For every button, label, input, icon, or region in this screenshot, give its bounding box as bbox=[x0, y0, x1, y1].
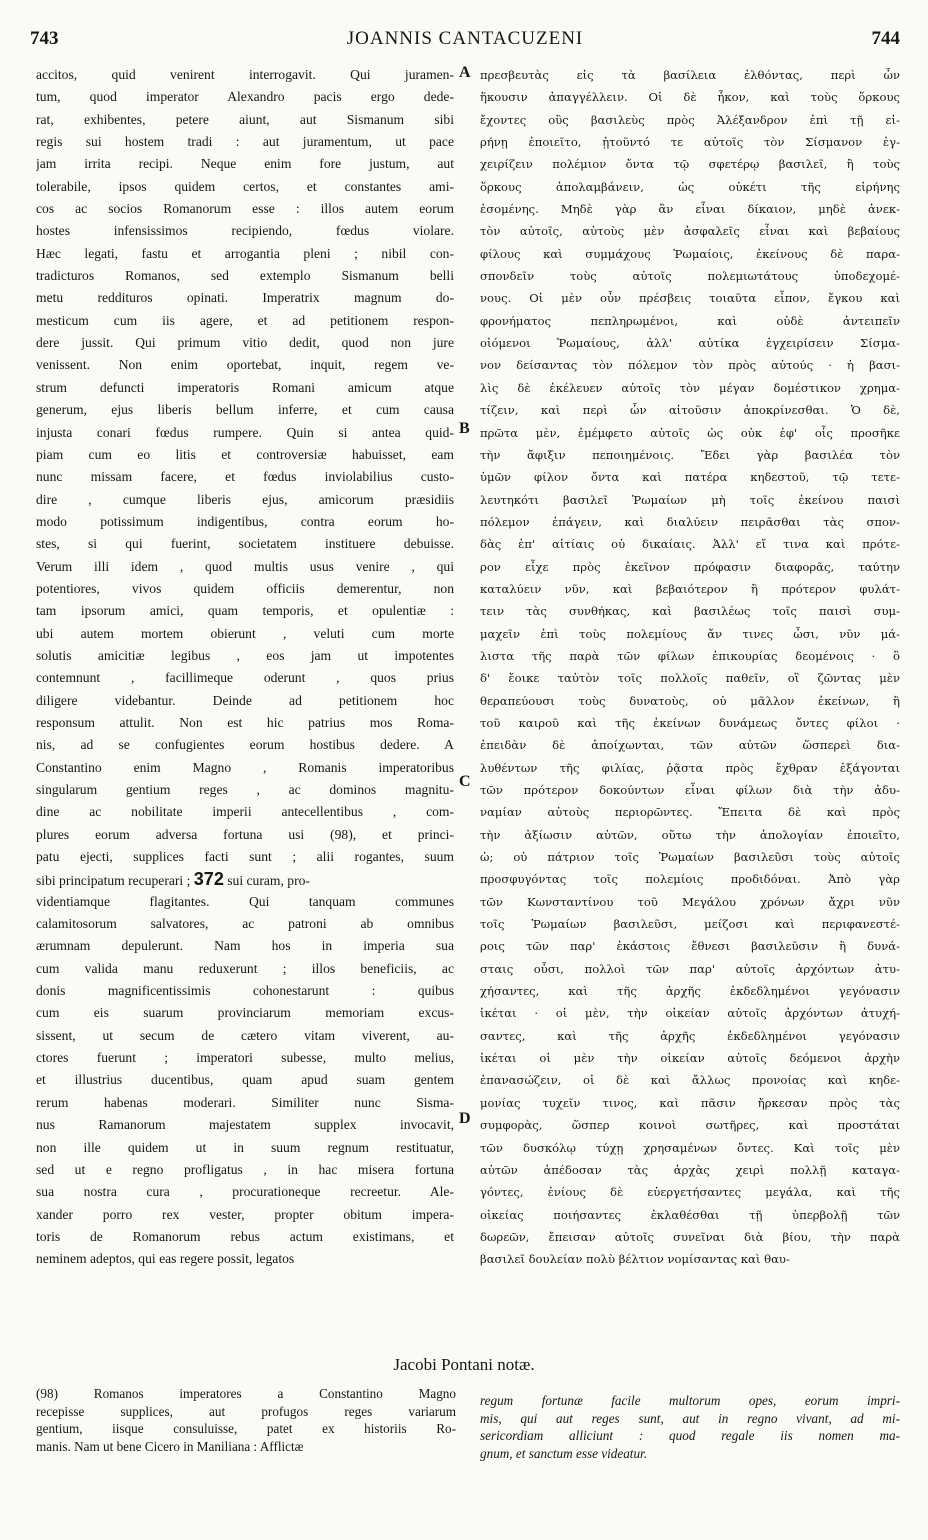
text-line: nus Ramanorum majestatem supplex invocavit, bbox=[36, 1117, 454, 1133]
text-line: ὑμῶν φίλον ὄντα καὶ πατέρα κηδεστοῦ, τῷ τετε- bbox=[480, 470, 900, 485]
text-line: videntiamque flagitantes. Qui tanquam communes bbox=[36, 893, 454, 909]
text-line: ærumnam depulerunt. Nam hos in imperia sua bbox=[36, 938, 454, 954]
text-line: manis. Nam ut bene Cicero in Maniliana : Afflictæ bbox=[36, 1438, 304, 1454]
text-line: σπονδεῖν τοὺς αὐτοῖς πολεμιωτάτους ὑποδεχομέ- bbox=[480, 269, 900, 284]
text-line: φίλους καὶ συμμάχους Ῥωμαίοις, ἐκείνους δὲ παρα- bbox=[480, 246, 900, 261]
text-line: λευτηκότι βασιλεῖ Ῥωμαίων μὴ τοῖς ἐκείνου παισὶ bbox=[480, 492, 900, 507]
text-line: nunc missam facere, et fœdus inviolabilius custo- bbox=[36, 469, 454, 485]
text-line: νον δείσαντας τὸν πόλεμον τὸν πρὸς αὐτούς · ἡ βασι- bbox=[480, 358, 900, 373]
text-line-part: sui curam, pro- bbox=[223, 873, 310, 889]
running-title: JOANNIS CANTACUZENI bbox=[346, 28, 584, 49]
text-line: ἱκέται οἱ μὲν τὴν οἰκείαν αὐτοῖς δεόμενοι ἀρχὴν bbox=[480, 1051, 900, 1066]
text-line bbox=[36, 868, 454, 890]
margin-marker-c: C bbox=[459, 773, 471, 790]
page-number-left: 743 bbox=[30, 28, 59, 49]
text-line: δωρεῶν, ἔπεισαν αὐτοῖς συνεῖναι διὰ βίου, τὴν παρὰ bbox=[480, 1229, 900, 1244]
text-line: λυθέντων τῆς φιλίας, ῥᾷστα πρὸς ἔχθραν ἐξάγονται bbox=[480, 760, 900, 775]
text-line: piam cum eo litis et controversiæ habuisset, eam bbox=[36, 446, 454, 462]
text-line: nis, ad se confugientes eorum hostibus dedere. A bbox=[36, 737, 454, 753]
text-line: τῶν δυσκόλῳ τύχῃ χρησαμένων ὄντες. Καὶ τοῖς μὲν bbox=[480, 1140, 900, 1155]
text-line: ἐσομένης. Μηδὲ γὰρ ἂν εἶναι δίκαιον, μηδὲ ἀνεκ- bbox=[480, 202, 900, 217]
text-line: Verum illi idem , quod multis usus venire , qui bbox=[36, 558, 454, 574]
page-header bbox=[30, 28, 900, 58]
text-line: τῶν Κωνσταντίνου τοῦ Μεγάλου χρόνων ἄχρι νῦν bbox=[480, 894, 900, 909]
text-line: et illustrius ducentibus, quam apud suam gentem bbox=[36, 1072, 454, 1088]
text-line: νους. Οἱ μὲν οὖν πρέσβεις τοιαῦτα εἶπον, ἔγκου καὶ bbox=[480, 291, 900, 306]
text-line: injusta conari fœdus rumpere. Quin si antea quid- bbox=[36, 424, 454, 440]
text-line: ἐπανασώζειν, οἱ δὲ καὶ ἄλλως προνοίας καὶ κηδε- bbox=[480, 1073, 900, 1088]
text-line: responsum attulit. Non est hic patrius mos Roma- bbox=[36, 714, 454, 730]
text-line: neminem adeptos, qui eas regere possit, legatos bbox=[36, 1251, 295, 1267]
text-line: (98) Romanos imperatores a Constantino Magno bbox=[36, 1386, 456, 1401]
text-line: accitos, quid venirent interrogavit. Qui juramen- bbox=[36, 67, 454, 82]
text-line: λιστα τῆς παρὰ τῶν φίλων ἐπικουρίας δεομένοις · ὃ bbox=[480, 648, 900, 663]
text-line: cos ac socios Romanorum esse : illos autem eorum bbox=[36, 201, 454, 217]
text-line: venissent. Non enim oportebat, inquit, regem ve- bbox=[36, 357, 454, 373]
text-line: σαντες, καὶ τῆς ἀρχῆς ἐκδεδλημένοι γεγόνασιν bbox=[480, 1028, 900, 1043]
text-line: cum eis suarum provinciarum memoriam excus- bbox=[36, 1005, 454, 1021]
text-line: μαχεῖν ἐπὶ τοὺς πολεμίους ἄν τινες ὦσι, νῦν μά- bbox=[480, 626, 900, 641]
text-line: non ille quidem ut in suum regnum restituatur, bbox=[36, 1139, 454, 1155]
text-line: dere jussit. Qui primum vitio dedit, quod non jure bbox=[36, 335, 454, 351]
text-line: sericordiam alliciunt : quod regale iis nomen ma- bbox=[480, 1428, 900, 1443]
text-line: ροις τῶν παρ' ἑκάστοις ἔθνεσι βασιλεῦσιν ἢ δυνά- bbox=[480, 939, 900, 954]
text-line: τὴν ἀξίωσιν αὐτῶν, οὕτω τὴν ἀπολογίαν ἐποιεῖτο, bbox=[480, 827, 900, 842]
margin-marker-d: D bbox=[459, 1110, 471, 1127]
text-line: δ' ἔοικε ταὐτὸν τοῖς πολλοῖς παθεῖν, οἳ ζῶντας μὲν bbox=[480, 671, 900, 686]
text-line: tam ipsorum amici, quam temporis, et opulentiæ : bbox=[36, 603, 454, 619]
inline-page-number: 372 bbox=[193, 869, 224, 890]
notes-right-column bbox=[480, 1392, 900, 1462]
text-line: πρῶτα μὲν, ἐμέμφετο αὐτοῖς ὡς οὐκ ἐφ' οἷς προσῆκε bbox=[480, 425, 900, 440]
text-line: calamitosorum salvatores, ac patroni ab omnibus bbox=[36, 916, 454, 932]
text-line: Constantino enim Magno , Romanis imperatoribus bbox=[36, 759, 454, 775]
text-line: diligere videbantur. Deinde ad petitionem hoc bbox=[36, 692, 454, 708]
text-line: συμφορὰς, ὥσπερ κοινοὶ σωτῆρες, καὶ προστάται bbox=[480, 1118, 900, 1133]
text-line: recepisse supplices, aut profugos reges variarum bbox=[36, 1403, 456, 1419]
text-line: donis magnificentissimis cohonestarunt : quibus bbox=[36, 983, 454, 999]
text-line: ἥκουσιν ἀπαγγέλλειν. Οἱ δὲ ἧκον, καὶ τοὺς ὅρκους bbox=[480, 90, 900, 105]
text-line: gnum, et sanctum esse videatur. bbox=[480, 1445, 648, 1461]
text-line: ναμίαν αὐτοὺς περιορῶντες. Ἔπειτα δὲ καὶ πρὸς bbox=[480, 805, 900, 820]
text-line: plures eorum adversa fortuna usi (98), et princi- bbox=[36, 826, 454, 842]
notes-left-column bbox=[36, 1385, 456, 1455]
text-line: ἔχοντες οὓς βασιλεὺς πρὸς Ἀλέξανδρον ἐπὶ τῇ εἰ- bbox=[480, 112, 900, 127]
text-line: hostes infensissimos recipiendo, fœdus violare. bbox=[36, 223, 454, 239]
margin-marker-b: B bbox=[459, 420, 470, 437]
text-line: sed ut e regno profligatus , in hac misera fortuna bbox=[36, 1161, 454, 1177]
margin-marker-a: A bbox=[459, 64, 471, 81]
notes-title: Jacobi Pontani notæ. bbox=[393, 1355, 535, 1374]
text-line: Hæc legati, fastu et arrogantia pleni ; nibil con- bbox=[36, 245, 454, 261]
text-line: γόντες, ἐνίους δὲ εὐεργετήσαντες μεγάλα, καὶ τῆς bbox=[480, 1185, 900, 1200]
text-line: rerum habenas moderari. Similiter nunc Sisma- bbox=[36, 1094, 454, 1110]
text-line: φρονήματος πεπληρωμένοι, καὶ οὐδὲ ἀντειπεῖν bbox=[480, 313, 900, 328]
text-line: gentium, iisque consuluisse, patet ex historiis Ro- bbox=[36, 1421, 456, 1436]
text-line: δὰς ἐπ' αἰτίαις οὐ δικαίαις. Ἀλλ' εἴ τινα καὶ πρότε- bbox=[480, 537, 900, 552]
text-line: dine ac nobilitate imperii antecellentibus , com- bbox=[36, 804, 454, 820]
greek-column bbox=[480, 64, 900, 1271]
text-line-part: sibi principatum recuperari ; bbox=[36, 873, 194, 889]
page-number-right: 744 bbox=[871, 28, 900, 49]
text-line: modo potissimum indigentibus, contra eorum ho- bbox=[36, 513, 454, 529]
text-line: ρον εἶχε πρὸς ἐκεῖνον πρόφασιν διαφορᾶς, ταύτην bbox=[480, 559, 900, 574]
text-line: rat, exhibentes, petere aiunt, aut Sismanum sibi bbox=[36, 111, 454, 127]
text-line: potentiores, vivos quidem officiis demerentur, non bbox=[36, 580, 454, 596]
text-line: ὅρκους ἀπολαμβάνειν, ὡς οὐκέτι τῆς εἰρήνης bbox=[480, 179, 900, 194]
text-line: τῶν πρότερον δοκούντων εἶναι φίλων διὰ τὴν ἀδυ- bbox=[480, 783, 900, 797]
text-line: λὶς δὲ ἐκέλευεν αὐτοῖς τὸν μέγαν δομέστικον χρημα- bbox=[480, 380, 900, 395]
text-line: stes, si qui fuerint, societatem instituere debuisse. bbox=[36, 536, 454, 552]
text-line: προσφυγόντας τοῖς πολεμίοις προδιδόναι. Ἀπὸ γὰρ bbox=[480, 872, 900, 887]
text-line: ἐπειδὰν δὲ ἀποίχωνται, τῶν αὐτῶν ὥσπερεὶ δια- bbox=[480, 738, 900, 753]
text-line: τοῦ καιροῦ καὶ τῆς ἐκείνων δυνάμεως ὄντες φίλοι · bbox=[480, 715, 900, 730]
text-line: αὐτῶν ἀπέδοσαν τὰς ἀρχὰς χειρὶ πολλῇ καταγα- bbox=[480, 1162, 900, 1177]
text-line: generum, ejus liberis bellum inferre, et cum causa bbox=[36, 402, 454, 418]
text-line: regum fortunæ facile multorum opes, eorum impri- bbox=[480, 1393, 900, 1408]
text-line: πόλεμον ἐπάγειν, καὶ διαλύειν πειρᾶσθαι τὰς σπον- bbox=[480, 514, 900, 529]
text-line: dire , cumque liberis ejus, amicorum præsidiis bbox=[36, 491, 454, 507]
text-line: ὡ; οὐ πάτριον τοῖς Ῥωμαίων βασιλεῦσι τοὺς αὐτοῖς bbox=[480, 850, 900, 865]
text-line: θεραπεύουσι τοὺς δυνατοὺς, οὐ μᾶλλον ἐκείνων, ἢ bbox=[480, 693, 900, 708]
text-line: ἱκέται · οἱ μὲν, τὴν οἰκείαν αὐτοῖς ἀρχόντων ἀτυχή- bbox=[480, 1006, 900, 1021]
text-line: τοῖς Ῥωμαίων βασιλεῦσι, μείζοσι καὶ περιφανεστέ- bbox=[480, 917, 900, 932]
text-line: xander porro rex vester, propter obitum impera- bbox=[36, 1206, 454, 1222]
text-line: οἰκείας ποιήσαντες ἐκλαθέσθαι τῇ ὑπερβολῇ τῶν bbox=[480, 1207, 900, 1222]
text-line: regis sui hostem tradi : aut juramentum, ut pace bbox=[36, 134, 454, 150]
text-line: βασιλεῖ δουλείαν πολὺ βέλτιον νομίσαντας καὶ θαυ- bbox=[480, 1252, 790, 1267]
text-line: τὸν αὐτοῖς, αὐτοὺς μὲν ἀσφαλεῖς εἶναι καὶ βεβαίους bbox=[480, 224, 900, 239]
text-line: χειρίζειν πολέμιον ὄντα τῷ σφετέρῳ βασιλεῖ, ἢ τοὺς bbox=[480, 157, 900, 172]
latin-column bbox=[36, 64, 454, 1271]
text-line: patu ejecti, supplices facti sunt ; alii rogantes, suum bbox=[36, 849, 454, 865]
text-line: sua nostra cura , procurationeque recreetur. Ale- bbox=[36, 1184, 454, 1200]
text-line: tolerabile, ipsos quidem certos, et constantes ami- bbox=[36, 178, 454, 194]
text-line: tum, quod imperator Alexandro pacis ergo dede- bbox=[36, 89, 454, 105]
text-line: ρήνῃ ἐποιεῖτο, ᾐτοῦντό τε αὐτοῖς τὸν Σίσμανον ἐγ- bbox=[480, 135, 900, 150]
text-line: contemnunt , facillimeque oderunt , quos prius bbox=[36, 670, 454, 686]
text-line: ctores fuerunt ; imperatori subesse, multo melius, bbox=[36, 1050, 454, 1066]
text-line: τίζειν, καὶ περὶ ὧν αἰτοῦσιν ἀποκρίνεσθαι. Ὁ δὲ, bbox=[480, 403, 900, 418]
text-line: solutis amicitiæ legibus , eos jam ut impotentes bbox=[36, 647, 454, 663]
text-line: mesticum cum iis agere, et ad petitionem respon- bbox=[36, 312, 454, 328]
text-line: singularum gentium reges , ac dominos magnitu- bbox=[36, 782, 454, 797]
text-line: metu reddituros opinati. Imperatrix magnum do- bbox=[36, 290, 454, 306]
text-line: sissent, ut secum de cætero vitam viverent, au- bbox=[36, 1027, 454, 1043]
text-line: tradicturos Romanos, sed extemplo Sismanum belli bbox=[36, 268, 454, 284]
text-line: σταις οὖσι, πολλοὶ τῶν παρ' αὐτοῖς ἀρχόντων ἀτυ- bbox=[480, 961, 900, 976]
text-line: καταλύειν νῦν, καὶ βεβαιότερον ἢ πρότερον φυλάτ- bbox=[480, 581, 900, 596]
text-line: jam irrita recipi. Neque enim fore justum, aut bbox=[36, 156, 454, 172]
text-line: toris de Romanorum rebus actum existimans, et bbox=[36, 1228, 454, 1244]
text-line: mis, qui aut reges sunt, aut in regno vivant, ad mi- bbox=[480, 1410, 900, 1426]
text-line: strum defuncti imperatoris Romani amicum atque bbox=[36, 379, 454, 395]
text-line: χήσαντες, καὶ τῆς ἀρχῆς ἐκδεδλημένοι γεγόνασιν bbox=[480, 984, 900, 999]
text-line: τὴν ἄφιξιν πεποιημένοις. Ἔδει γὰρ βασιλέα τὸν bbox=[480, 447, 900, 462]
text-line: cum valida manu reduxerunt ; illos beneficiis, ac bbox=[36, 960, 454, 976]
text-line: οἰόμενοι Ῥωμαίους, ἀλλ' αὐτίκα ἐγχειρίσειν Σίσμα- bbox=[480, 336, 900, 351]
text-line: μονίας τυχεῖν τινος, καὶ πᾶσιν ἤρκεσαν πρὸς τὰς bbox=[480, 1095, 900, 1110]
text-line: τειν τὰς συνθήκας, καὶ βασιλέως τοῖς παισὶ συμ- bbox=[480, 604, 900, 619]
text-line: πρεσβευτὰς εἰς τὰ βασίλεια ἐλθόντας, περὶ ὧν bbox=[480, 68, 900, 82]
text-line: ubi autem mortem obierunt , veluti cum morte bbox=[36, 625, 454, 641]
